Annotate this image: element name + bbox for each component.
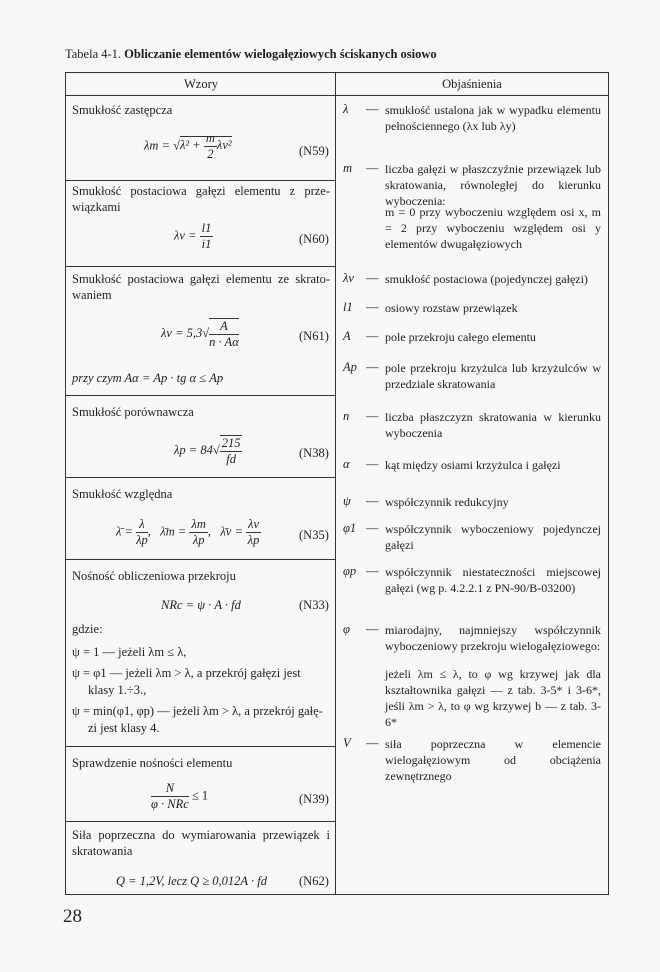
row-divider [66,746,335,747]
definition-dash: — [366,494,379,508]
header-divider [66,95,608,96]
definition-text: pole przekroju całego elementu [385,330,536,344]
column-divider [335,73,336,894]
formula-table [65,72,609,895]
definition-text: jeżeli λm ≤ λ, to φ wg krzywej jak dla kształtownika gałęzi — z tab. 3-5* i 3-6*, jeśli λm > λ, to φ wg krzywej b — z tab. 3-6* [385,667,601,729]
definition-dash: — [366,457,379,471]
definition-text: smukłość ustalona jak w wypadku elementu pełnościennego (λx lub λy) [385,103,601,133]
definition-text: kąt między osiami krzyżulca i gałęzi [385,458,561,472]
formula-code: (N60) [299,232,329,246]
row-divider [66,821,335,822]
formula-title: Smukłość postaciowa gałęzi elementu z prze-wiązkami [72,184,330,214]
definition-text: siła poprzeczna w elemencie wielogałęziowym od obciążenia zewnętrznego [385,737,601,783]
row-divider [66,395,335,396]
definition-dash: — [366,409,379,423]
formula-title: Smukłość postaciowa gałęzi elementu ze skrato-waniem [72,272,330,302]
condition-1: ψ = 1 — jeżeli λm ≤ λ, [72,645,187,659]
definition-symbol: Ap [343,360,357,374]
definition-symbol: l1 [343,300,353,314]
definition-dash: — [366,622,379,636]
definition-dash: — [366,736,379,750]
formula-code: (N35) [299,528,329,542]
definition-symbol: φ [343,622,350,636]
formula-code: (N61) [299,329,329,343]
definition-text: współczynnik redukcyjny [385,495,509,509]
formula-title: Nośność obliczeniowa przekroju [72,569,236,583]
definition-dash: — [366,161,379,175]
condition-3: ψ = min(φ1, φp) — jeżeli λm > λ, a przekrój gałę- [72,704,323,718]
definition-text: liczba gałęzi w płaszczyźnie przewiązek lub skratowania, równoległej do kierunku wyboczenia: [385,162,601,208]
formula-n61: λv = 5,3√ $\frac{A}{n \cdot A\alpha}$ [161,319,239,349]
table-caption [65,47,437,62]
formula-n35: λ̄ = $\frac{\lambda}{\lambda p}$ , λ̄m = $\frac{\lambda m}{\lambda p}$ , λ̄v = $\frac{\lambda v}{\lambda p}$ [116,517,260,547]
definition-text: pole przekroju krzyżulca lub krzyżulców w przedziale skratowania [385,361,601,391]
condition-2: ψ = φ1 — jeżeli λm > λ, a przekrój gałęzi jest [72,666,301,680]
definition-text: m = 0 przy wyboczeniu względem osi x, m = 2 przy wyboczeniu względem osi y elementów dwugałęziowych [385,205,601,251]
row-divider [66,180,335,181]
caption-title: Obliczanie elementów wielogałęziowych ściskanych osiowo [124,47,437,61]
definition-dash: — [366,329,379,343]
caption-prefix: Tabela 4-1. [65,47,122,61]
definition-symbol: α [343,457,350,471]
definition-dash: — [366,521,379,535]
formula-n38: λp = 84√ $\frac{215}{fd}$ [174,436,241,466]
formula-code: (N39) [299,792,329,806]
formula-code: (N33) [299,598,329,612]
page-number: 28 [63,906,82,927]
definition-dash: — [366,360,379,374]
definition-symbol: φ1 [343,521,357,535]
formula-n59: λm = √λ² + $\frac{m}{2}$ λv² [144,131,232,161]
header-explanations: Objaśnienia [442,77,502,91]
definition-symbol: λ [343,102,349,116]
definition-symbol: ψ [343,494,351,508]
formula-code: (N62) [299,874,329,888]
formula-title: Smukłość względna [72,487,173,501]
header-formulas: Wzory [183,77,218,91]
formula-title: Sprawdzenie nośności elementu [72,756,233,770]
definition-symbol: λv [343,271,354,285]
definition-symbol: A [343,329,351,343]
definition-dash: — [366,271,379,285]
formula-title: Smukłość zastępcza [72,103,173,117]
formula-n33: NRc = ψ · A · fd [161,598,241,612]
row-divider [66,477,335,478]
definition-symbol: m [343,161,353,175]
formula-title: Siła poprzeczna do wymiarowania przewiązek i skratowania [72,828,330,858]
definition-text: osiowy rozstaw przewiązek [385,301,518,315]
formula-n60: λv = $\frac{l1}{i1}$ [174,221,212,251]
row-divider [66,266,335,267]
formula-code: (N38) [299,446,329,460]
formula-n62: Q = 1,2V, lecz Q ≥ 0,012A · fd [116,874,267,888]
definition-dash: — [366,300,379,314]
definition-text: smukłość postaciowa (pojedynczej gałęzi) [385,272,588,286]
definition-dash: — [366,564,379,578]
definition-text: liczba płaszczyzn skratowania w kierunku wyboczenia [385,410,601,440]
definition-symbol: n [343,409,350,423]
formula-n39: $\frac{N}{\text{φ · NRc}}$ ≤ 1 [151,781,209,811]
formula-code: (N59) [299,144,329,158]
definition-text: miarodajny, najmniejszy współczynnik wyboczeniowy przekroju wielogałęziowego: [385,623,601,653]
definition-symbol: φp [343,564,357,578]
formula-title: Smukłość porównawcza [72,405,194,419]
condition-3-cont: zi jest klasy 4. [88,721,160,735]
formula-note: przy czym Aα = Ap · tg α ≤ Ap [72,371,224,385]
definition-text: współczynnik wyboczeniowy pojedynczej gałęzi [385,522,601,552]
formula-gdzie: gdzie: [72,622,103,636]
condition-2-cont: klasy 1.÷3., [88,683,147,697]
row-divider [66,559,335,560]
definition-symbol: V [343,736,351,750]
definition-text: współczynnik niestateczności miejscowej gałęzi (wg p. 4.2.2.1 z PN-90/B-03200) [385,565,601,595]
definition-dash: — [366,102,379,116]
